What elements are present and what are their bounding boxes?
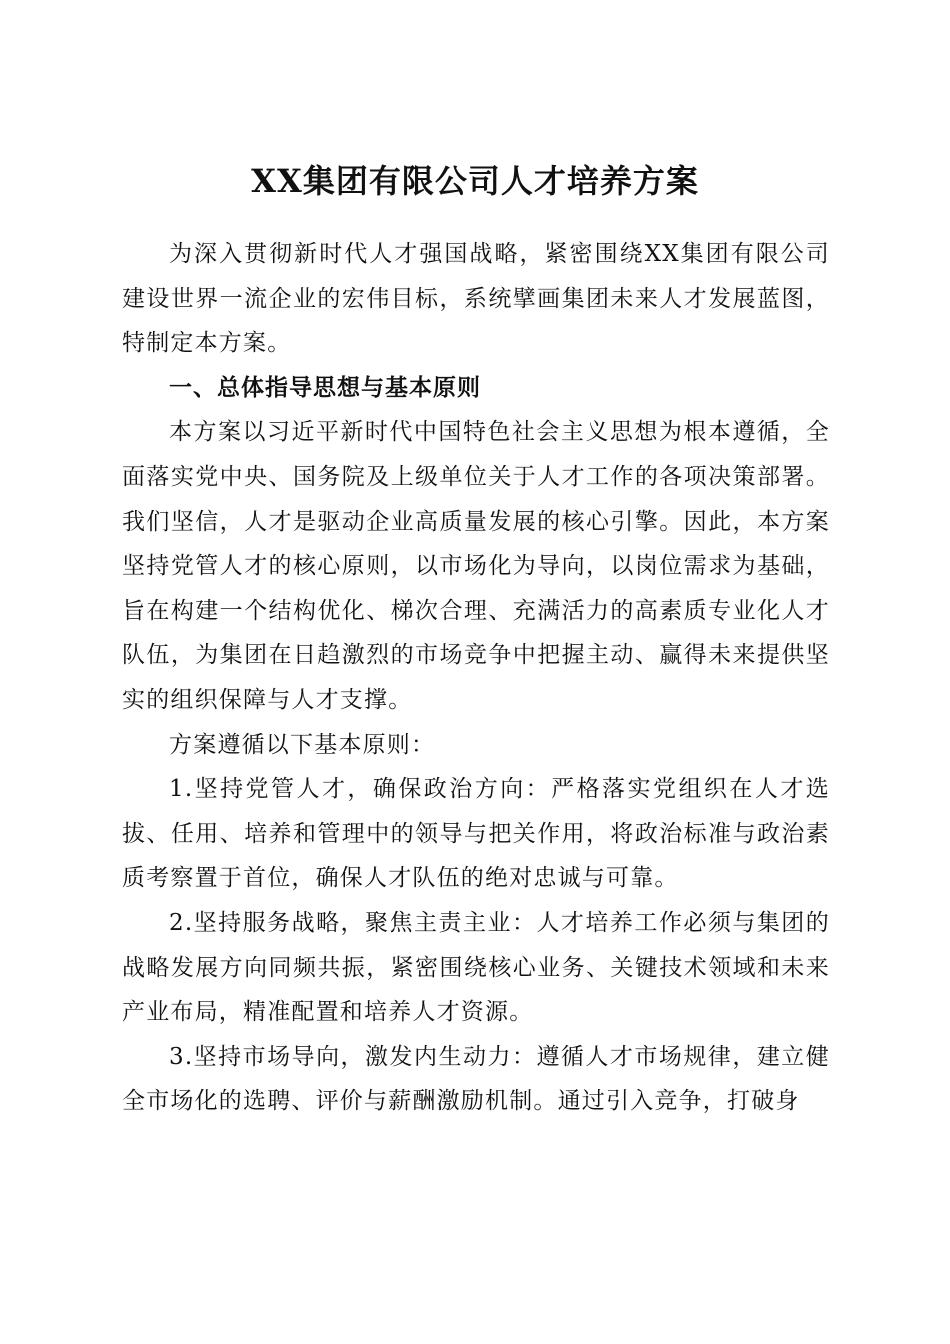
principle-2-paragraph: 2.坚持服务战略，聚焦主责主业：人才培养工作必须与集团的战略发展方向同频共振，紧密围绕核心业务、关键技术领域和未来产业布局，精准配置和培养人才资源。	[122, 909, 830, 1026]
intro-paragraph: 为深入贯彻新时代人才强国战略，紧密围绕XX集团有限公司建设世界一流企业的宏伟目标，系统擘画集团未来人才发展蓝图，特制定本方案。	[122, 241, 830, 357]
guiding-thought-paragraph: 本方案以习近平新时代中国特色社会主义思想为根本遵循，全面落实党中央、国务院及上级单位关于人才工作的各项决策部署。我们坚信，人才是驱动企业高质量发展的核心引擎。因此，本方案坚持党管人才的核心原则，以市场化为导向，以岗位需求为基础，旨在构建一个结构优化、梯次合理、充满活力的高素质专业化人才队伍，为集团在日趋激烈的市场竞争中把握主动、赢得未来提供坚实的组织保障与人才支撑。	[122, 419, 830, 713]
principle-1-paragraph: 1.坚持党管人才，确保政治方向：严格落实党组织在人才选拔、任用、培养和管理中的领导与把关作用，将政治标准与政治素质考察置于首位，确保人才队伍的绝对忠诚与可靠。	[122, 776, 830, 892]
principles-intro-paragraph: 方案遵循以下基本原则：	[169, 731, 436, 758]
document-title: XX集团有限公司人才培养方案	[251, 162, 699, 201]
document-body	[122, 232, 830, 1124]
principle-3-paragraph: 3.坚持市场导向，激发内生动力：遵循人才市场规律，建立健全市场化的选聘、评价与薪酬激励机制。通过引入竞争，打破身	[122, 1043, 830, 1115]
section-heading: 一、总体指导思想与基本原则	[169, 374, 481, 401]
